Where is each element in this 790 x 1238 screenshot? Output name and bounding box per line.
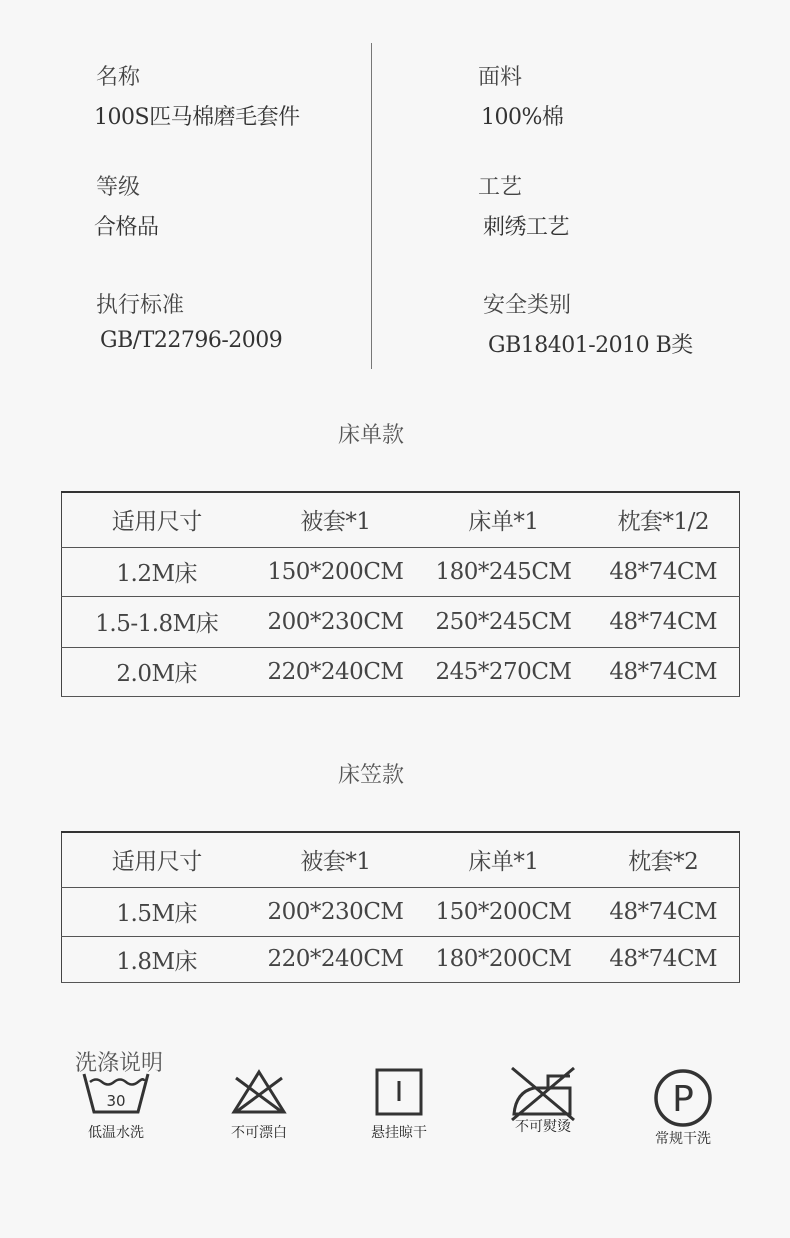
care-label: 常规干洗 xyxy=(655,1131,711,1147)
wash-30-icon xyxy=(81,1068,151,1116)
header-cell: 床单*1 xyxy=(468,849,539,876)
name-label: 名称 xyxy=(96,65,141,90)
table-row xyxy=(62,547,740,596)
care-item-no-bleach xyxy=(199,1068,319,1142)
standard-value: GB/T22796-2009 xyxy=(100,328,283,353)
dry-clean-p-icon xyxy=(648,1068,718,1128)
fabric-value: 100%棉 xyxy=(481,105,564,130)
table-cell: 150*200CM xyxy=(435,898,572,925)
grade-value: 合格品 xyxy=(94,215,159,240)
table-cell: 48*74CM xyxy=(609,658,718,685)
header-cell: 枕套*1/2 xyxy=(617,509,709,536)
table-cell: 48*74CM xyxy=(609,946,718,972)
table-header-row xyxy=(62,832,740,887)
header-cell: 适用尺寸 xyxy=(111,849,202,876)
hang-dry-icon xyxy=(364,1068,434,1116)
care-label: 不可熨烫 xyxy=(515,1119,571,1135)
spec-divider xyxy=(371,43,372,369)
table-cell: 220*240CM xyxy=(267,946,404,972)
bedsheet-section-title: 床单款 xyxy=(337,423,404,448)
bedsheet-size-table xyxy=(61,491,740,697)
no-bleach-icon xyxy=(224,1068,294,1116)
safety-label: 安全类别 xyxy=(483,293,572,318)
fabric-label: 面料 xyxy=(478,65,523,90)
no-iron-icon xyxy=(508,1062,578,1122)
fitted-size-table xyxy=(61,831,740,983)
table-cell: 1.5M床 xyxy=(116,901,198,927)
header-cell: 被套*1 xyxy=(300,509,371,536)
care-item-dry-clean xyxy=(623,1068,743,1148)
table-cell: 200*230CM xyxy=(267,608,404,635)
care-label: 悬挂晾干 xyxy=(371,1125,427,1141)
safety-value: GB18401-2010 B类 xyxy=(488,333,693,358)
care-label: 低温水洗 xyxy=(88,1125,144,1141)
table-row xyxy=(62,936,740,982)
header-cell: 床单*1 xyxy=(468,509,539,536)
craft-value: 刺绣工艺 xyxy=(483,215,570,240)
table-cell: 250*245CM xyxy=(435,608,572,635)
care-title: 洗涤说明 xyxy=(75,1051,164,1076)
care-item-hang-dry xyxy=(339,1068,459,1142)
table-cell: 48*74CM xyxy=(609,558,718,585)
care-item-no-iron xyxy=(483,1068,603,1136)
header-cell: 适用尺寸 xyxy=(111,509,202,536)
header-cell: 被套*1 xyxy=(300,849,371,876)
table-cell: 1.5-1.8M床 xyxy=(95,611,219,637)
table-row xyxy=(62,596,740,647)
table-cell: 1.8M床 xyxy=(116,948,198,975)
table-cell: 180*200CM xyxy=(435,946,572,972)
care-label: 不可漂白 xyxy=(231,1125,287,1141)
table-row xyxy=(62,647,740,696)
table-cell: 180*245CM xyxy=(435,558,572,585)
craft-label: 工艺 xyxy=(478,175,523,200)
fitted-section-title: 床笠款 xyxy=(337,763,404,788)
table-cell: 1.2M床 xyxy=(116,561,198,587)
table-cell: 48*74CM xyxy=(609,898,718,925)
table-cell: 220*240CM xyxy=(267,658,404,685)
header-cell: 枕套*2 xyxy=(628,849,699,876)
name-value: 100S匹马棉磨毛套件 xyxy=(94,105,300,130)
table-row xyxy=(62,887,740,936)
table-cell: 245*270CM xyxy=(435,658,572,685)
standard-label: 执行标准 xyxy=(96,293,185,318)
care-item-wash xyxy=(56,1068,176,1142)
table-cell: 150*200CM xyxy=(267,558,404,585)
svg-text:30: 30 xyxy=(106,1092,126,1110)
grade-label: 等级 xyxy=(96,175,141,200)
table-cell: 2.0M床 xyxy=(116,661,198,687)
svg-text:P: P xyxy=(672,1079,694,1120)
table-header-row xyxy=(62,492,740,547)
table-cell: 200*230CM xyxy=(267,898,404,925)
table-cell: 48*74CM xyxy=(609,608,718,635)
